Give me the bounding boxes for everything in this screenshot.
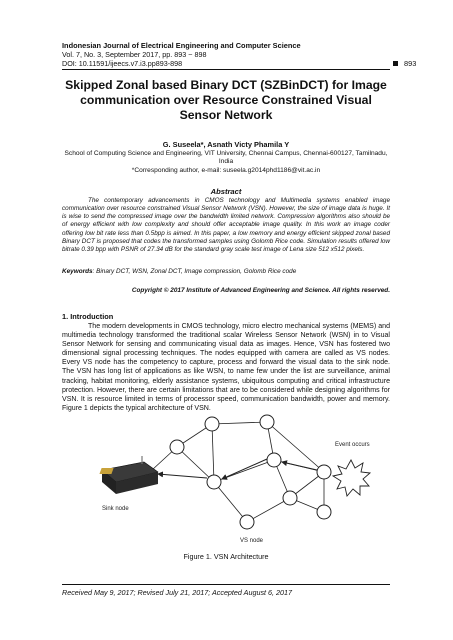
volume-line: Vol. 7, No. 3, September 2017, pp. 893 ~ 898 [62, 50, 207, 59]
paper-title: Skipped Zonal based Binary DCT (SZBinDCT) for Image communication over Resource Constrained Visual Sensor Network [65, 78, 387, 122]
event-label: Event occurs [335, 442, 370, 448]
vs-node [317, 505, 331, 519]
keywords-text: : Binary DCT, WSN, Zonal DCT, Image compression, Golomb Rice code [92, 268, 297, 275]
vs-node [205, 417, 219, 431]
vs-node [283, 491, 297, 505]
abstract-heading: Abstract [210, 187, 242, 196]
vs-node [260, 415, 274, 429]
copyright: Copyright © 2017 Institute of Advanced Engineering and Science. All rights reserved. [131, 287, 390, 294]
vs-nodes [170, 415, 331, 529]
intro-paragraph: The modern developments in CMOS technology, micro electro mechanical systems (MEMS) and multimedia technology transformed the traditional scalar Wireless Sensor Network (WSN) in to Visual Sensor Network for sensing and communicating visual data as images. Hence, VSN has fostered two dimensional signal processing techniques. The nodes equipped with camera are called as VS nodes. Every VS node has the competency to capture, process and forward the visual data to the sink node. The VSN has long list of applications as like WSN, to name few under the list are surveillance, animal tracking, habitat monitoring, elderly assistance systems, ubiquitous computing and critical infrastructure protection. However, there are certain limitations that are to be considered while designing algorithms for VSN. It is resource limited in terms of processor speed, communication bandwidth, power and memory. Figure 1 depicts the typical architecture of VSN. [62, 323, 390, 412]
keywords-label: Keywords [62, 268, 93, 275]
doi-line: DOI: 10.11591/ijeecs.v7.i3.pp893-898 [62, 59, 183, 68]
data-flow-arrows [158, 459, 317, 479]
vs-node [317, 465, 331, 479]
page-number [393, 59, 416, 68]
authors: G. Suseela*, Asnath Victy Phamila Y [162, 140, 290, 149]
vs-node [170, 440, 184, 454]
footer-rule [62, 584, 390, 585]
vsn-architecture-figure [62, 412, 390, 544]
vs-node [240, 515, 254, 529]
received-dates: Received May 9, 2017; Revised July 21, 2017; Accepted August 6, 2017 [62, 588, 293, 597]
vs-node-label: VS node [240, 538, 264, 544]
vs-node [267, 453, 281, 467]
abstract-text: The contemporary advancements in CMOS technology and Multimedia systems enabled image communication over resource constrained Visual Sensor Network (VSN). However, the size of image data is huge. It is wise to send the compressed image over the bandwidth limited network. Compression algorithms also should be of energy efficient with low complexity and should offer acceptable image quality. In this work an image coder offering low bit rate less than 0.5bpp is aimed. In this paper, a low memory and energy efficient skipped zonal based Binary DCT is proposed that codes the transformed samples using Golomb Rice code. Simulation results offered low bitrate 0.39 bpp with PSNR of 27.34 dB for the standard gray scale test image of Lena size 512 x512 pixels. [62, 197, 390, 253]
keywords [62, 268, 390, 275]
square-bullet-icon [393, 61, 398, 66]
affiliation: School of Computing Science and Engineering, VIT University, Chennai Campus, Chennai-600127, Tamilnadu, India [64, 150, 388, 166]
header-rule [62, 69, 390, 70]
event-burst-icon [333, 460, 370, 496]
correspondence: *Corresponding author, e-mail: suseela.g2014phd1186@vit.ac.in [131, 167, 321, 174]
section-heading: 1. Introduction [62, 312, 114, 321]
sink-node-label: Sink node [102, 506, 129, 512]
figure-caption: Figure 1. VSN Architecture [183, 552, 269, 561]
page-number-text: 893 [404, 59, 417, 68]
vs-node [207, 475, 221, 489]
journal-title: Indonesian Journal of Electrical Engineering and Computer Science [62, 41, 301, 50]
sink-node-device-icon [99, 456, 158, 494]
